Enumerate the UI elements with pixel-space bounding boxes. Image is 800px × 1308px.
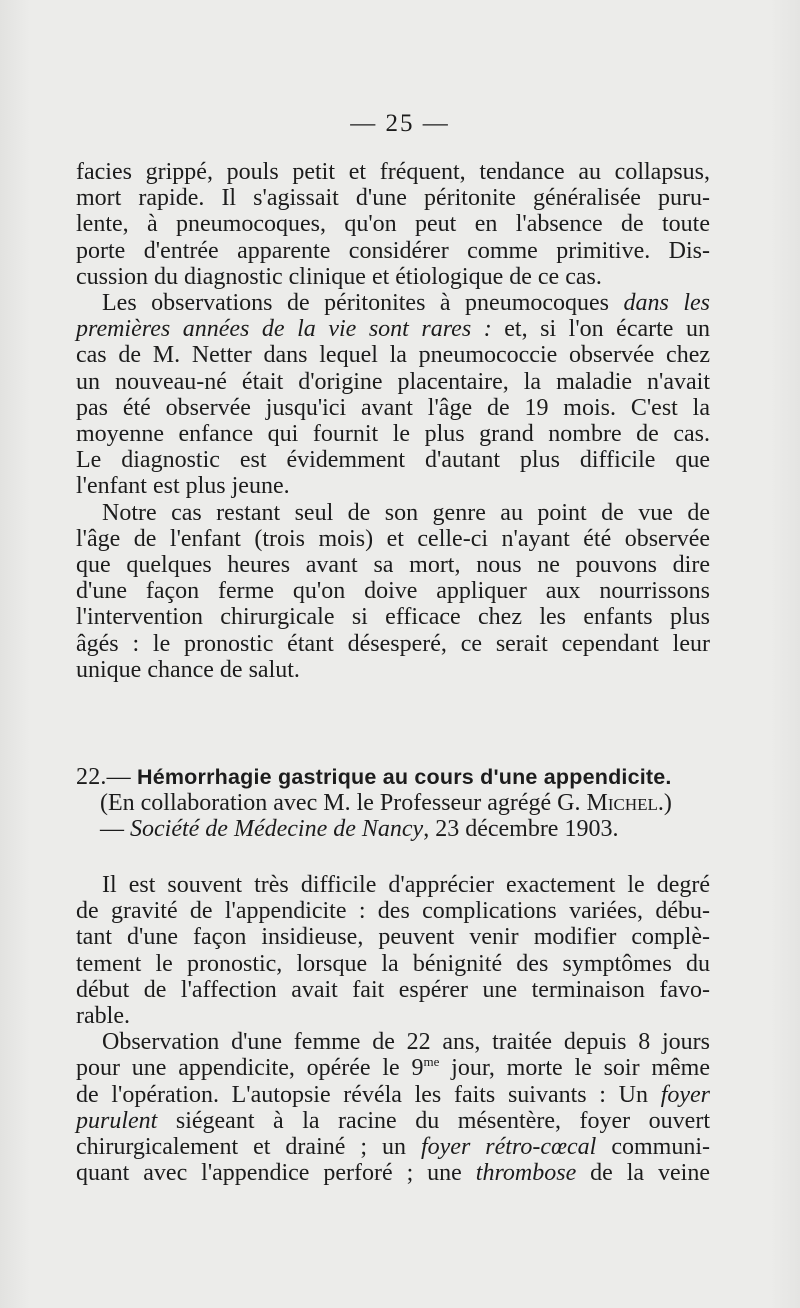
italic-text: purulent — [76, 1107, 158, 1134]
text-line — [76, 290, 710, 316]
text-line: cussion du diagnostic clinique et étiologique de ce cas. — [76, 263, 602, 290]
text-line: pas été observée jusqu'ici avant l'âge de 19 mois. C'est la — [76, 394, 710, 421]
text-line: mort rapide. Il s'agissait d'une péritonite généralisée puru- — [76, 185, 710, 212]
text-run: chirurgicalement et drainé ; un — [76, 1134, 421, 1161]
superscript: me — [423, 1054, 440, 1070]
text-run: siégeant à la racine du mésentère, foyer ouvert — [157, 1107, 710, 1134]
text-line — [76, 1055, 710, 1081]
text-line: porte d'entrée apparente considérer comme primitive. Dis- — [76, 237, 710, 264]
text-line — [76, 316, 710, 342]
italic-text: dans les — [623, 290, 711, 317]
text-run: .) — [657, 790, 672, 817]
author-name: Michel — [586, 790, 658, 817]
text-line: l'enfant est plus jeune. — [76, 473, 290, 500]
text-run: quant avec l'appendice perforé ; une — [76, 1160, 476, 1187]
italic-text: foyer rétro-cœcal — [420, 1134, 597, 1161]
section-title-text: Hémorrhagie gastrique au cours d'une appendicite. — [130, 765, 672, 789]
text-run: de l'opération. L'autopsie révéla les faits suivants : Un — [76, 1081, 661, 1108]
italic-text: foyer — [660, 1081, 710, 1108]
text-line: âgés : le pronostic étant désesperé, ce serait cependant leur — [76, 630, 710, 657]
text-line: que quelques heures avant sa mort, nous ne pouvons dire — [76, 552, 710, 579]
body-text-bottom — [76, 872, 710, 1186]
text-line: un nouveau-né était d'origine placentaire, la maladie n'avait — [76, 368, 710, 395]
text-line: cas de M. Netter dans lequel la pneumococcie observée chez — [76, 342, 710, 369]
text-line: début de l'affection avait fait espérer une terminaison favo- — [76, 976, 710, 1003]
text-line — [76, 1160, 710, 1186]
section-title — [76, 764, 710, 790]
text-line: Observation d'une femme de 22 ans, traitée depuis 8 jours — [102, 1029, 710, 1056]
text-run: — — [100, 816, 130, 843]
text-line — [76, 1082, 710, 1108]
body-text-top — [76, 159, 710, 683]
text-run: communi- — [596, 1134, 710, 1161]
page-number: — 25 — — [350, 110, 450, 137]
text-line — [76, 1134, 710, 1160]
text-run: , 23 décembre 1903. — [423, 816, 619, 843]
text-line: unique chance de salut. — [76, 656, 300, 683]
text-run: et, si l'on écarte un — [491, 316, 710, 343]
text-line: tant d'une façon insidieuse, peuvent venir modifier complè- — [76, 924, 710, 951]
italic-text: Société de Médecine de Nancy — [130, 816, 424, 843]
text-line: moyenne enfance qui fournit le plus grand nombre de cas. — [76, 421, 710, 448]
text-line: l'intervention chirurgicale si efficace chez les enfants plus — [76, 604, 710, 631]
text-line: facies grippé, pouls petit et fréquent, tendance au collapsus, — [76, 159, 710, 185]
italic-text: premières années de la vie sont rares : — [76, 316, 492, 343]
text-run: pour une appendicite, opérée le 9 — [76, 1055, 424, 1082]
text-line: Le diagnostic est évidemment d'autant plus difficile que — [76, 447, 710, 474]
italic-text: thrombose — [475, 1160, 577, 1187]
text-line: rable. — [76, 1003, 130, 1030]
text-line: Notre cas restant seul de son genre au point de vue de — [102, 499, 710, 526]
text-line: tement le pronostic, lorsque la bénignité des symptômes du — [76, 950, 710, 977]
text-line: Il est souvent très difficile d'apprécier exactement le degré — [102, 872, 710, 898]
text-run: de la veine — [576, 1160, 710, 1187]
text-line: l'âge de l'enfant (trois mois) et celle-ci n'ayant été observée — [76, 525, 710, 552]
text-run: (En collaboration avec M. le Professeur agrégé G. — [100, 790, 587, 817]
text-line: lente, à pneumocoques, qu'on peut en l'absence de toute — [76, 211, 710, 238]
section-heading — [76, 764, 710, 843]
text-line: de gravité de l'appendicite : des complications variées, débu- — [76, 898, 710, 925]
section-number: 22.— — [76, 764, 131, 790]
collaboration-note — [76, 790, 710, 816]
text-run: jour, morte le soir même — [439, 1055, 710, 1082]
text-line: d'une façon ferme qu'on doive appliquer aux nourrissons — [76, 578, 710, 605]
society-reference — [76, 816, 710, 842]
text-line — [76, 1108, 710, 1134]
text-run: Les observations de péritonites à pneumocoques — [102, 290, 624, 317]
